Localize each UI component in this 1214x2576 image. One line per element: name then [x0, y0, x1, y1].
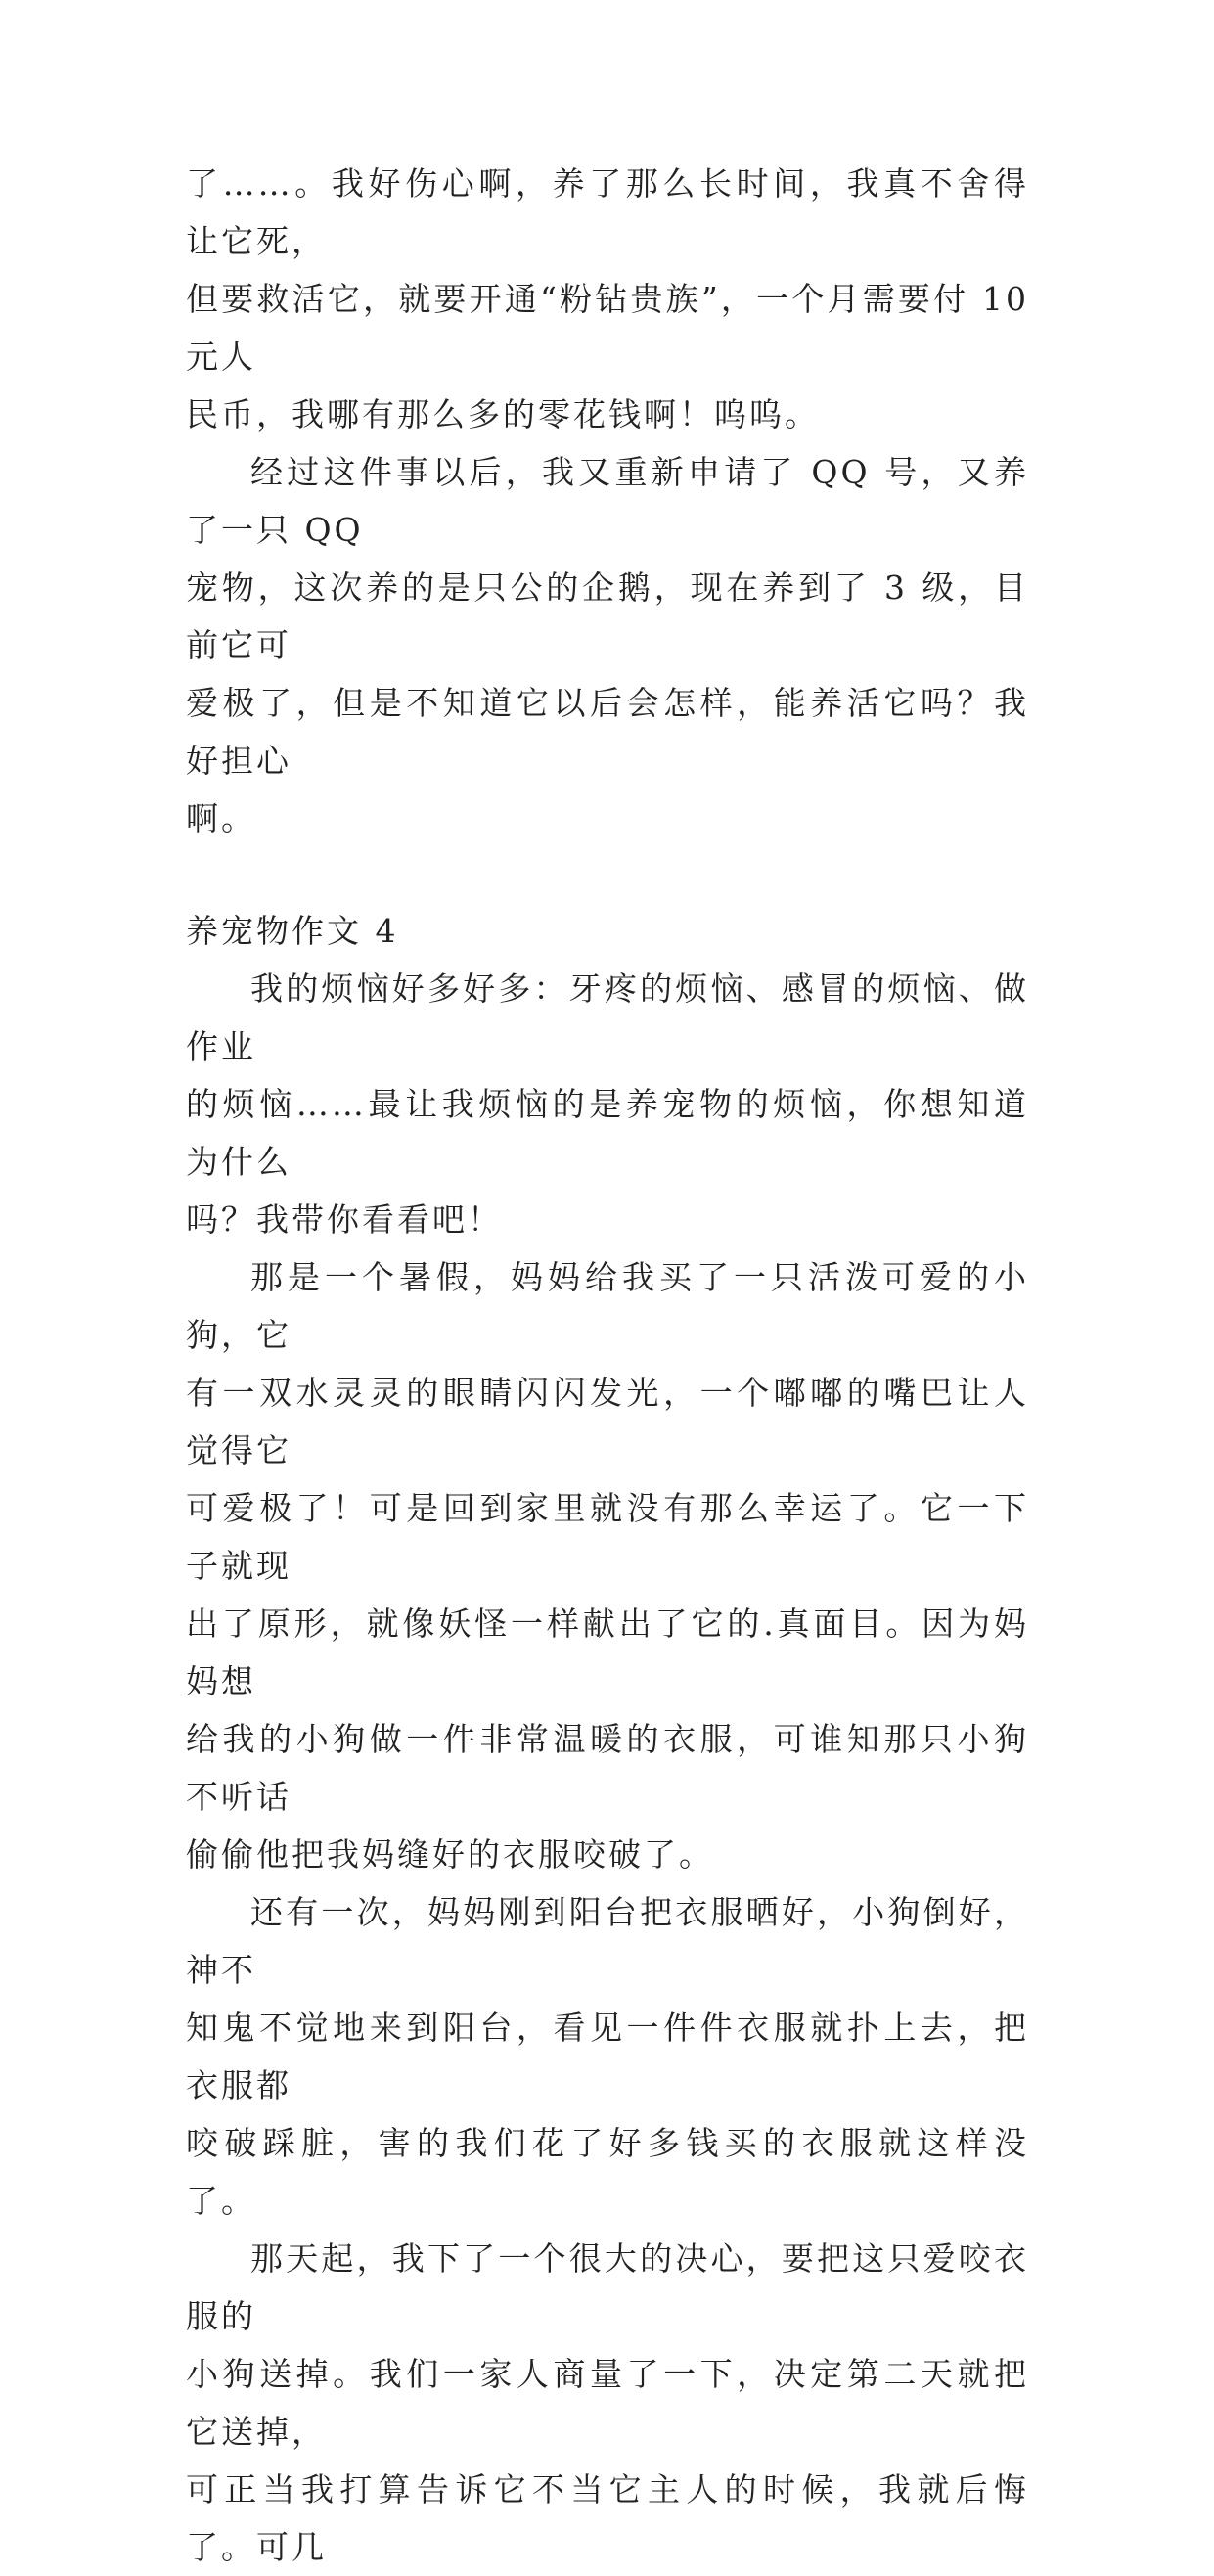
text-line: 宠物，这次养的是只公的企鹅，现在养到了 3 级，目前它可	[186, 568, 1029, 664]
text-line: 的烦恼……最让我烦恼的是养宠物的烦恼，你想知道为什么	[186, 1085, 1029, 1181]
text-line: 啊。	[186, 799, 256, 837]
text-line: 吗？我带你看看吧！	[186, 1200, 503, 1239]
text-line: 偷偷他把我妈缝好的衣服咬破了。	[186, 1835, 714, 1874]
paragraph	[186, 1883, 1029, 2230]
paragraph	[186, 443, 1029, 847]
text-line: 我的烦恼好多好多：牙疼的烦恼、感冒的烦恼、做作业	[186, 970, 1029, 1065]
text-line: 但要救活它，就要开通“粉钻贵族”，一个月需要付 10 元人	[186, 280, 1043, 376]
paragraph	[186, 960, 1029, 1248]
text-line: 可爱极了！可是回到家里就没有那么幸运了。它一下子就现	[186, 1489, 1029, 1585]
paragraph	[186, 1248, 1029, 1883]
text-line: 那天起，我下了一个很大的决心，要把这只爱咬衣服的	[186, 2239, 1029, 2335]
text-line: 可正当我打算告诉它不当它主人的时候，我就后悔了。可几	[186, 2470, 1029, 2566]
text-line: 有一双水灵灵的眼睛闪闪发光，一个嘟嘟的嘴巴让人觉得它	[186, 1374, 1029, 1469]
section-heading: 养宠物作文 4	[186, 912, 399, 950]
paragraph	[186, 155, 1043, 443]
text-line: 小狗送掉。我们一家人商量了一下，决定第二天就把它送掉，	[186, 2355, 1029, 2451]
text-line: 知鬼不觉地来到阳台，看见一件件衣服就扑上去，把衣服都	[186, 2009, 1029, 2104]
text-line: 那是一个暑假，妈妈给我买了一只活泼可爱的小狗，它	[186, 1258, 1029, 1354]
text-line: 给我的小狗做一件非常温暖的衣服，可谁知那只小狗不听话	[186, 1720, 1029, 1816]
text-line: 了……。我好伤心啊，养了那么长时间，我真不舍得让它死，	[186, 164, 1029, 260]
paragraph	[186, 2230, 1029, 2576]
text-line: 经过这件事以后，我又重新申请了 QQ 号，又养了一只 QQ	[186, 453, 1029, 549]
text-line: 爱极了，但是不知道它以后会怎样，能养活它吗？我好担心	[186, 684, 1029, 780]
text-line: 出了原形，就像妖怪一样献出了它的.真面目。因为妈妈想	[186, 1604, 1029, 1700]
text-line: 民币，我哪有那么多的零花钱啊！呜呜。	[186, 395, 820, 433]
document-body	[186, 155, 1043, 2576]
text-line: 咬破踩脏，害的我们花了好多钱买的衣服就这样没了。	[186, 2124, 1029, 2220]
text-line: 还有一次，妈妈刚到阳台把衣服晒好，小狗倒好，神不	[186, 1893, 1029, 1989]
